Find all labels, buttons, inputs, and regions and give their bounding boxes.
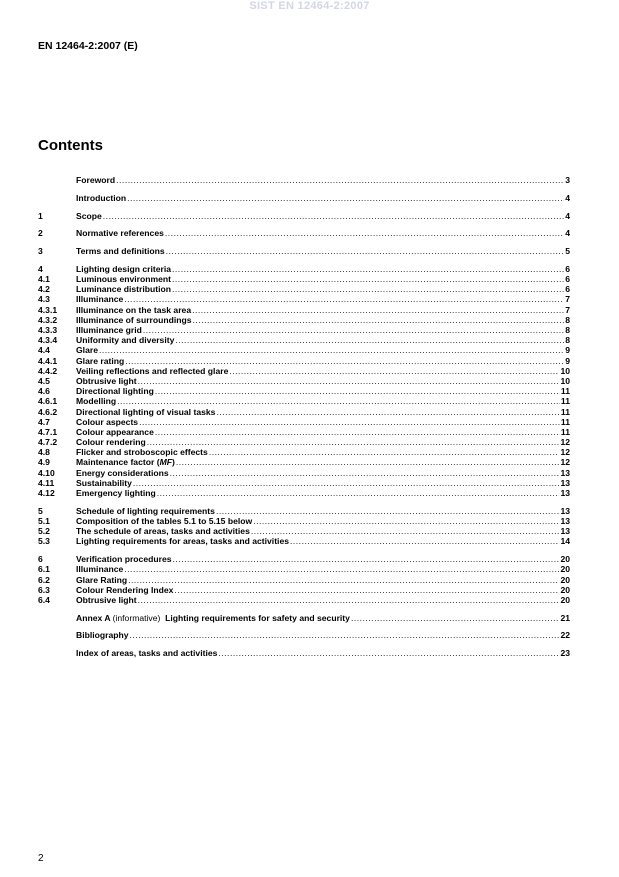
- dot-leader: [147, 437, 560, 447]
- toc-entry-number: 4.2: [38, 284, 50, 295]
- toc-entry-number: 1: [38, 210, 43, 221]
- toc-entry[interactable]: [38, 516, 570, 526]
- toc-entry-number: 4.9: [38, 457, 50, 468]
- toc-entry-page: 4: [565, 228, 570, 239]
- toc-entry-title-text: Colour rendering: [76, 437, 146, 448]
- toc-entry-title: [76, 305, 191, 315]
- toc-entry-title: [76, 356, 124, 366]
- toc-entry-number: 4.12: [38, 488, 55, 499]
- toc-entry-page: 13: [560, 516, 570, 526]
- toc-entry[interactable]: [38, 427, 570, 437]
- dot-leader: [155, 427, 560, 437]
- toc-entry-page: 20: [560, 574, 570, 585]
- toc-entry-title-text: Illuminance of surroundings: [76, 314, 192, 325]
- toc-entry[interactable]: [38, 554, 570, 564]
- toc-entry-title-text: Schedule of lighting requirements: [76, 505, 215, 516]
- toc-entry-page: 5: [565, 246, 570, 257]
- toc-entry[interactable]: [38, 575, 570, 585]
- toc-entry-title-text: Modelling: [76, 396, 117, 407]
- toc-entry[interactable]: [38, 437, 570, 447]
- dot-leader: [218, 648, 559, 658]
- toc-entry-page: 11: [560, 406, 570, 417]
- toc-entry-number: 4.8: [38, 447, 50, 458]
- toc-entry[interactable]: [38, 595, 570, 605]
- toc-entry-title-text: Energy considerations: [76, 467, 169, 478]
- dot-leader: [103, 211, 564, 221]
- toc-entry-title: [76, 335, 174, 345]
- toc-entry[interactable]: [38, 447, 570, 457]
- toc-entry-title-text: Normative references: [76, 228, 164, 239]
- toc-entry-title-text: Glare: [76, 345, 98, 356]
- toc-entry-title: [76, 613, 350, 623]
- toc-entry-number: 5.1: [38, 516, 50, 526]
- toc-entry-annex-type: (informative): [112, 612, 161, 623]
- toc-entry-page: 12: [560, 457, 570, 468]
- toc-entry-page: 4: [565, 192, 570, 203]
- toc-entry-page: 14: [560, 536, 570, 547]
- toc-entry-number: 6.4: [38, 594, 50, 605]
- dot-leader: [125, 356, 564, 366]
- toc-entry-page: 23: [560, 648, 570, 659]
- toc-entry-title: [76, 407, 215, 417]
- toc-entry-title: [76, 488, 156, 498]
- document-id-header: EN 12464-2:2007 (E): [38, 40, 138, 52]
- toc-entry-page: 21: [560, 612, 570, 623]
- dot-leader: [176, 457, 560, 467]
- dot-leader: [172, 284, 564, 294]
- toc-entry-title-text: Index of areas, tasks and activities: [76, 648, 218, 659]
- toc-entry[interactable]: [38, 407, 570, 417]
- toc-entry-title: [76, 585, 173, 595]
- toc-entry[interactable]: [38, 228, 570, 238]
- toc-entry[interactable]: [38, 376, 570, 386]
- toc-entry-page: 11: [560, 426, 570, 437]
- toc-entry[interactable]: [38, 468, 570, 478]
- toc-entry-page: 11: [560, 416, 570, 427]
- toc-entry-title: [76, 468, 169, 478]
- toc-entry-title-text: Illuminance grid: [76, 325, 142, 336]
- toc-entry-title-text: Colour appearance: [76, 426, 154, 437]
- toc-entry-page: 11: [560, 386, 570, 397]
- toc-entry-title: [76, 417, 138, 427]
- toc-entry[interactable]: [38, 564, 570, 574]
- dot-leader: [216, 506, 559, 516]
- toc-entry-number: 4.4: [38, 345, 50, 356]
- toc-entry-title-text: Bibliography: [76, 630, 129, 641]
- toc-entry-title: [76, 554, 172, 564]
- toc-entry[interactable]: [38, 335, 570, 345]
- toc-entry-number: 4.1: [38, 274, 50, 285]
- toc-entry-title: [76, 175, 115, 185]
- toc-entry-title-text: Lighting design criteria: [76, 263, 172, 274]
- toc-entry[interactable]: [38, 488, 570, 498]
- toc-entry-title: [76, 526, 250, 536]
- toc-entry-title-text: Veiling reflections and reflected glare: [76, 365, 229, 376]
- toc-entry-number: 4.4.2: [38, 365, 58, 376]
- toc-entry-number: 5: [38, 505, 43, 516]
- toc-entry-title: [76, 630, 129, 640]
- dot-leader: [116, 175, 564, 185]
- dot-leader: [166, 246, 565, 256]
- toc-entry-title: [76, 595, 137, 605]
- toc-entry-title: [76, 516, 252, 526]
- toc-entry-page: 6: [565, 263, 570, 274]
- toc-entry-title: [76, 536, 289, 546]
- toc-entry-title-suffix: Lighting requirements for safety and security: [160, 612, 350, 623]
- toc-entry-title-text: Obtrusive light: [76, 594, 137, 605]
- toc-entry-title-text: Directional lighting of visual tasks: [76, 406, 216, 417]
- dot-leader: [192, 305, 564, 315]
- toc-entry-number: 4.3: [38, 294, 50, 305]
- toc-entry-title-text: Luminance distribution: [76, 284, 172, 295]
- dot-leader: [143, 325, 564, 335]
- toc-entry-title: [76, 564, 123, 574]
- toc-entry-title: [76, 315, 192, 325]
- dot-leader: [99, 345, 564, 355]
- toc-entry-page: 11: [560, 396, 570, 407]
- toc-entry-title: [76, 366, 228, 376]
- toc-entry-page: 6: [565, 274, 570, 285]
- toc-entry-title-text: Colour Rendering Index: [76, 584, 174, 595]
- toc-entry-title-text: Obtrusive light: [76, 375, 137, 386]
- dot-leader: [173, 554, 560, 564]
- toc-entry-page: 3: [565, 175, 570, 185]
- dot-leader: [138, 376, 560, 386]
- dot-leader: [133, 478, 560, 488]
- toc-entry-page: 7: [565, 294, 570, 305]
- dot-leader: [124, 564, 559, 574]
- toc-entry-number: 4.7: [38, 416, 50, 427]
- toc-entry[interactable]: [38, 356, 570, 366]
- toc-entry-title-text: Directional lighting: [76, 386, 154, 397]
- toc-entry-page: 12: [560, 447, 570, 458]
- toc-entry-page: 10: [560, 375, 570, 386]
- toc-entry[interactable]: [38, 305, 570, 315]
- toc-entry-title: [76, 211, 102, 221]
- toc-entry[interactable]: [38, 264, 570, 274]
- toc-entry-title-text: The schedule of areas, tasks and activities: [76, 526, 250, 537]
- dot-leader: [290, 536, 559, 546]
- toc-entry-number: 4: [38, 263, 43, 274]
- toc-entry-title: [76, 284, 171, 294]
- toc-entry-title: [76, 264, 171, 274]
- toc-entry[interactable]: [38, 325, 570, 335]
- toc-entry[interactable]: [38, 211, 570, 221]
- toc-entry-number: 4.4.1: [38, 355, 58, 366]
- toc-entry[interactable]: [38, 274, 570, 284]
- toc-entry-title-text: Uniformity and diversity: [76, 335, 175, 346]
- toc-entry-title-text: Illuminance on the task area: [76, 304, 192, 315]
- toc-entry-number: 4.11: [38, 477, 55, 488]
- dot-leader: [128, 575, 559, 585]
- toc-entry-title: [76, 437, 146, 447]
- toc-entry-title: [76, 447, 208, 457]
- toc-entry-title-text: Illuminance: [76, 294, 124, 305]
- toc-entry-title-text: Glare rating: [76, 355, 125, 366]
- toc-entry-page: 13: [560, 467, 570, 478]
- toc-entry-number: 5.2: [38, 526, 50, 537]
- toc-entry-number: 6.1: [38, 564, 50, 575]
- toc-entry-page: 7: [565, 304, 570, 315]
- toc-entry-page: 13: [560, 488, 570, 499]
- toc-entry-number: 4.3.2: [38, 314, 58, 325]
- toc-entry-title-suffix: ): [172, 457, 175, 468]
- toc-entry-page: 8: [565, 325, 570, 336]
- dot-leader: [216, 407, 559, 417]
- toc-entry-title-text: Illuminance: [76, 564, 124, 575]
- toc-entry-page: 4: [565, 210, 570, 221]
- toc-entry[interactable]: [38, 386, 570, 396]
- toc-entry-title-text: Introduction: [76, 192, 127, 203]
- toc-entry-number: 4.7.2: [38, 437, 58, 448]
- toc-entry-page: 20: [560, 564, 570, 575]
- dot-leader: [251, 526, 560, 536]
- toc-entry[interactable]: [38, 246, 570, 256]
- toc-entry[interactable]: [38, 345, 570, 355]
- dot-leader: [138, 595, 560, 605]
- dot-leader: [124, 294, 564, 304]
- toc-entry-title: [76, 294, 123, 304]
- toc-entry[interactable]: [38, 284, 570, 294]
- toc-entry[interactable]: [38, 366, 570, 376]
- table-of-contents: [38, 175, 570, 658]
- toc-entry-page: 6: [565, 284, 570, 295]
- toc-entry-title-text: Flicker and stroboscopic effects: [76, 447, 208, 458]
- toc-entry-title: [76, 345, 98, 355]
- dot-leader: [174, 585, 559, 595]
- dot-leader: [157, 488, 560, 498]
- toc-entry-title-text: Luminous environment: [76, 274, 172, 285]
- contents-heading: Contents: [38, 137, 103, 154]
- dot-leader: [127, 193, 564, 203]
- toc-entry-page: 9: [565, 355, 570, 366]
- toc-entry-page: 8: [565, 335, 570, 346]
- toc-entry-title: [76, 274, 171, 284]
- toc-entry-page: 10: [560, 365, 570, 376]
- toc-entry[interactable]: [38, 506, 570, 516]
- toc-entry-title: [76, 457, 175, 467]
- toc-entry-title: [76, 506, 215, 516]
- dot-leader: [130, 630, 560, 640]
- toc-entry-page: 9: [565, 345, 570, 356]
- dot-leader: [175, 335, 564, 345]
- toc-entry-number: 4.3.3: [38, 325, 58, 336]
- toc-entry-title-text: Terms and definitions: [76, 246, 165, 257]
- toc-entry-title-text: Glare Rating: [76, 574, 128, 585]
- toc-entry-title: [76, 376, 137, 386]
- toc-entry[interactable]: [38, 630, 570, 640]
- toc-entry-number: 4.10: [38, 467, 55, 478]
- toc-entry-page: 22: [560, 630, 570, 641]
- toc-entry-title: [76, 575, 127, 585]
- toc-entry-title: [76, 478, 132, 488]
- toc-entry-number: 4.3.4: [38, 335, 58, 346]
- toc-entry-number: 3: [38, 246, 43, 257]
- toc-entry-title-text: Foreword: [76, 175, 116, 185]
- toc-entry[interactable]: [38, 193, 570, 203]
- toc-entry-number: 4.5: [38, 375, 50, 386]
- toc-entry-number: 4.6.1: [38, 396, 58, 407]
- toc-entry-title-text: Maintenance factor (: [76, 457, 160, 468]
- watermark: SIST EN 12464-2:2007: [249, 0, 370, 12]
- toc-entry[interactable]: [38, 457, 570, 467]
- toc-entry-title: [76, 427, 154, 437]
- toc-entry-title-text: Emergency lighting: [76, 488, 156, 499]
- toc-entry[interactable]: [38, 417, 570, 427]
- toc-entry-title: [76, 648, 217, 658]
- toc-entry[interactable]: [38, 613, 570, 623]
- toc-entry-title-text: Sustainability: [76, 477, 132, 488]
- dot-leader: [165, 228, 564, 238]
- toc-entry-title-text: Annex A: [76, 612, 113, 623]
- toc-entry[interactable]: [38, 175, 570, 185]
- toc-entry[interactable]: [38, 536, 570, 546]
- toc-entry[interactable]: [38, 526, 570, 536]
- dot-leader: [172, 264, 564, 274]
- dot-leader: [193, 315, 565, 325]
- toc-entry-title: [76, 193, 126, 203]
- toc-entry-title: [76, 228, 164, 238]
- toc-entry-title-italic: MF: [159, 457, 172, 468]
- toc-entry-title-text: Scope: [76, 210, 102, 221]
- toc-entry-page: 13: [560, 477, 570, 488]
- dot-leader: [172, 274, 564, 284]
- dot-leader: [117, 396, 560, 406]
- toc-entry-number: 4.6: [38, 386, 50, 397]
- toc-entry[interactable]: [38, 648, 570, 658]
- toc-entry-number: 6.3: [38, 584, 50, 595]
- toc-entry-number: 5.3: [38, 536, 50, 547]
- dot-leader: [139, 417, 560, 427]
- toc-entry-title: [76, 246, 165, 256]
- toc-entry-number: 4.6.2: [38, 406, 58, 417]
- toc-entry-page: 13: [560, 505, 570, 516]
- toc-entry[interactable]: [38, 478, 570, 488]
- dot-leader: [229, 366, 559, 376]
- toc-entry-page: 13: [560, 526, 570, 537]
- toc-entry-page: 20: [560, 554, 570, 565]
- toc-entry-title-text: Verification procedures: [76, 554, 172, 565]
- toc-entry-number: 6.2: [38, 574, 50, 585]
- toc-entry[interactable]: [38, 396, 570, 406]
- toc-entry-page: 20: [560, 594, 570, 605]
- toc-entry[interactable]: [38, 315, 570, 325]
- dot-leader: [170, 468, 560, 478]
- dot-leader: [253, 516, 559, 526]
- page-number: 2: [38, 853, 44, 864]
- dot-leader: [351, 613, 559, 623]
- toc-entry[interactable]: [38, 294, 570, 304]
- dot-leader: [155, 386, 560, 396]
- toc-entry-title-text: Colour aspects: [76, 416, 139, 427]
- toc-entry-title: [76, 386, 154, 396]
- toc-entry[interactable]: [38, 585, 570, 595]
- toc-entry-number: 4.3.1: [38, 304, 58, 315]
- toc-entry-number: 4.7.1: [38, 426, 58, 437]
- toc-entry-title: [76, 325, 142, 335]
- toc-entry-title-text: Lighting requirements for areas, tasks and activities: [76, 536, 290, 547]
- toc-entry-page: 20: [560, 584, 570, 595]
- toc-entry-number: 6: [38, 554, 43, 565]
- toc-entry-number: 2: [38, 228, 43, 239]
- dot-leader: [209, 447, 560, 457]
- toc-entry-title-text: Composition of the tables 5.1 to 5.15 below: [76, 516, 253, 526]
- toc-entry-page: 8: [565, 314, 570, 325]
- toc-entry-title: [76, 396, 116, 406]
- toc-entry-page: 12: [560, 437, 570, 448]
